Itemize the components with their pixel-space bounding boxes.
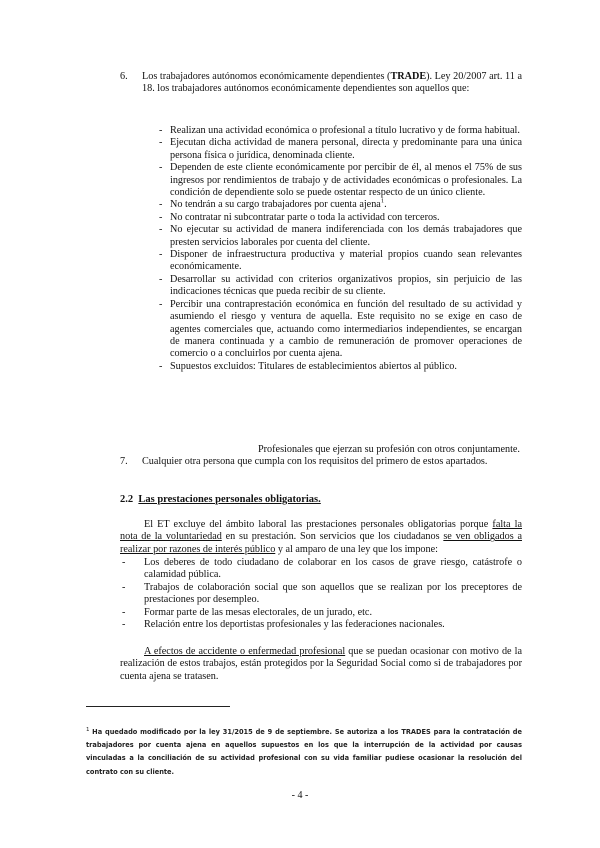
section-heading [120,494,321,505]
trade-acronym: TRADE [390,71,427,82]
obligatory-duties-list [120,557,522,631]
list-item-excluded: - Supuestos excluidos: Titulares de establecimientos abiertos al público. [159,360,457,372]
list-item: - Relación entre los deportistas profesionales y las federaciones nacionales. [122,619,445,631]
footnote-text: Ha quedado modificado por la ley 31/2015 de 9 de septiembre. Se autoriza a los TRADES para la contratación de trabajadores por cuenta ajena en aquellos supuestos en los que la interrupción de la actividad por causas vinculadas a la conciliación de su actividad profesional con su vida familiar pudiese ocasionar la resolución del contrato con su cliente. [86,728,522,776]
list-item: - Realizan una actividad económica o profesional a título lucrativo y de forma habitual. [159,125,520,136]
page-number: - 4 - [291,790,309,801]
list-item: - No tendrán a su cargo trabajadores por cuenta ajena$^1$. [159,198,387,211]
list-item: - Formar parte de las mesas electorales, de un jurado, etc. [122,606,372,618]
list-item-6 [120,71,522,96]
footnote-number: 1 [86,726,90,733]
trade-requirements-list [156,125,522,373]
footnote-separator [86,706,230,707]
excluded-continuation: Profesionales que ejerzan su profesión con otros conjuntamente. [258,444,520,455]
section-number: 2.2 [120,494,134,505]
list-item: - No contratar ni subcontratar parte o toda la actividad con terceros. [159,211,440,223]
item-6-text: Los trabajadores autónomos económicamente dependientes (TRADE). Ley 20/2007 art. 11 a 18. los trabajadores autónomos económicamente dependientes son aquellos que: [142,71,523,95]
item-number: 6. [120,71,128,82]
list-item: - Dependen de este cliente económicamente por percibir de él, al menos el 75% de sus ingresos por rendimientos de trabajo y de actividades económicas o profesionales. La condición de dependiente solo se puede ostentar respecto de un único cliente. [159,162,522,199]
list-item: - Percibir una contraprestación económica en función del resultado de su actividad y asumiendo el riesgo y ventura de aquella. Este requisito no se exige en caso de agentes comerciales que, actuando como intermediarios independientes, se encargan de manera continuada y a cambio de remuneración de promover operaciones de comercio o a concluirlos por cuenta ajena. [159,298,522,360]
paragraph: A efectos de accidente o enfermedad profesional que se puedan ocasionar con motivo de la realización de estos trabajos, están protegidos por la Seguridad Social como si de trabajadores por cuenta ajena se tratasen. [120,646,522,682]
list-item: - Desarrollar su actividad con criterios organizativos propios, sin perjuicio de las indicaciones técnicas que pueda recibir de su cliente. [159,273,522,298]
list-item-7 [120,456,522,468]
list-item: - Los deberes de todo ciudadano de colaborar en los casos de grave riesgo, catástrofe o calamidad pública. [122,557,522,581]
list-item: - No ejecutar su actividad de manera indiferenciada con los demás trabajadores que presten servicios laborales por cuenta del cliente. [159,224,522,248]
item-number: 7. [120,456,128,467]
item-7-text: Cualquier otra persona que cumpla con los requisitos del primero de estos apartados. [142,456,488,467]
list-item: - Trabajos de colaboración social que son aquellos que se realizan por los preceptores de prestaciones por desempleo. [122,581,522,606]
footnote [86,726,522,779]
section-title: Las prestaciones personales obligatorias. [138,494,321,505]
footnote-ref: 1 [380,198,385,206]
list-item: - Disponer de infraestructura productiva y material propios cuando sean relevantes económicamente. [159,249,522,273]
list-item: - Ejecutan dicha actividad de manera personal, directa y predominante para una única persona física o jurídica, denominada cliente. [159,137,522,161]
paragraph: El ET excluye del ámbito laboral las prestaciones personales obligatorias porque falta la nota de la voluntariedad en su prestación. Son servicios que los ciudadanos se ven obligados a realizar por razones de interés público y al amparo de una ley que los impone: [120,519,522,555]
